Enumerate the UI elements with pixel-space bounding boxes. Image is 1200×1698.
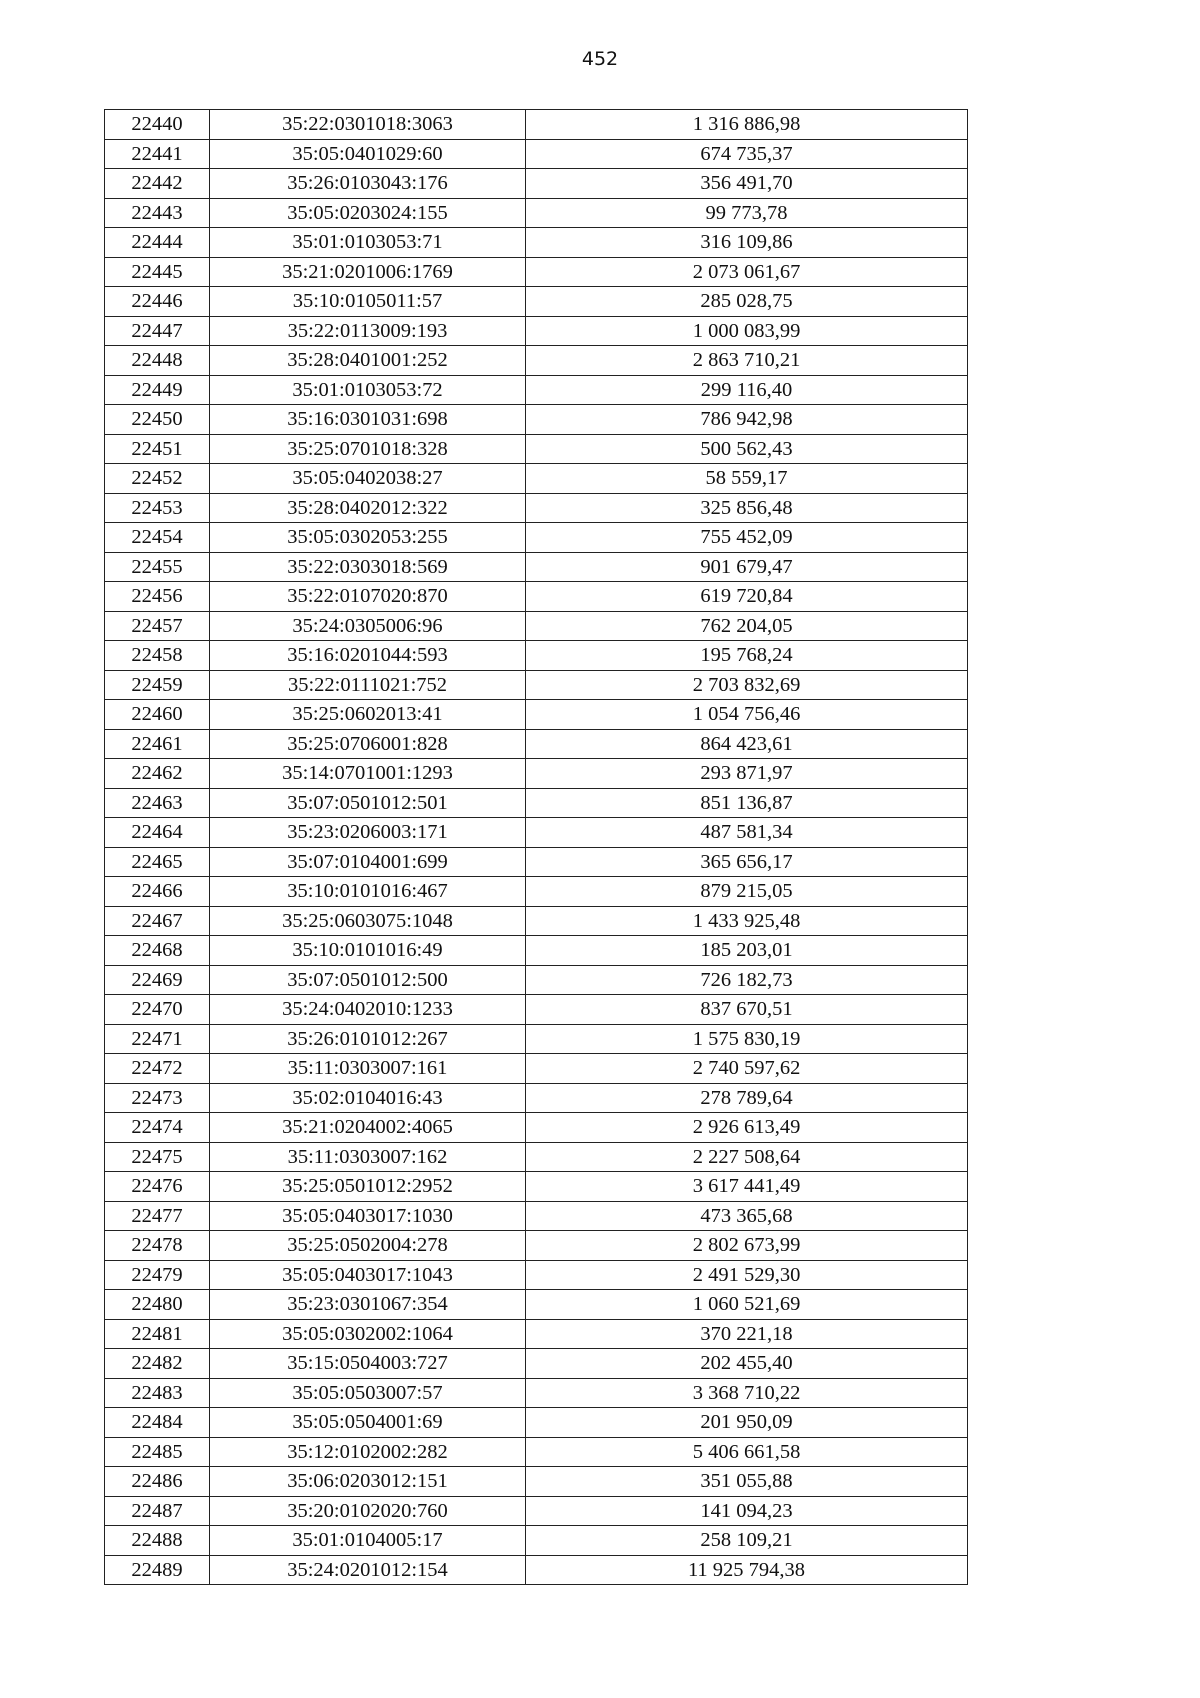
cadastral-number-cell: 35:20:0102020:760: [210, 1496, 526, 1526]
value-cell: 365 656,17: [526, 847, 968, 877]
table-row: [105, 877, 968, 907]
value-cell: 316 109,86: [526, 228, 968, 258]
row-number-cell: 22483: [105, 1378, 210, 1408]
table-row: [105, 700, 968, 730]
value-cell: 879 215,05: [526, 877, 968, 907]
row-number-cell: 22455: [105, 552, 210, 582]
row-number-cell: 22469: [105, 965, 210, 995]
row-number-cell: 22485: [105, 1437, 210, 1467]
cadastral-number-cell: 35:26:0103043:176: [210, 169, 526, 199]
value-cell: 726 182,73: [526, 965, 968, 995]
row-number-cell: 22478: [105, 1231, 210, 1261]
table-row: [105, 847, 968, 877]
cadastral-number-cell: 35:05:0401029:60: [210, 139, 526, 169]
value-cell: 293 871,97: [526, 759, 968, 789]
table-row: [105, 493, 968, 523]
table-row: [105, 346, 968, 376]
row-number-cell: 22472: [105, 1054, 210, 1084]
table-row: [105, 759, 968, 789]
value-cell: 901 679,47: [526, 552, 968, 582]
row-number-cell: 22440: [105, 110, 210, 140]
value-cell: 11 925 794,38: [526, 1555, 968, 1585]
table-row: [105, 995, 968, 1025]
table-row: [105, 670, 968, 700]
value-cell: 299 116,40: [526, 375, 968, 405]
table-row: [105, 582, 968, 612]
row-number-cell: 22448: [105, 346, 210, 376]
cadastral-number-cell: 35:26:0101012:267: [210, 1024, 526, 1054]
value-cell: 1 433 925,48: [526, 906, 968, 936]
value-cell: 2 491 529,30: [526, 1260, 968, 1290]
table-row: [105, 1555, 968, 1585]
value-cell: 1 000 083,99: [526, 316, 968, 346]
value-cell: 141 094,23: [526, 1496, 968, 1526]
cadastral-number-cell: 35:07:0501012:500: [210, 965, 526, 995]
cadastral-number-cell: 35:10:0101016:49: [210, 936, 526, 966]
value-cell: 2 073 061,67: [526, 257, 968, 287]
value-cell: 325 856,48: [526, 493, 968, 523]
table-row: [105, 818, 968, 848]
row-number-cell: 22479: [105, 1260, 210, 1290]
cadastral-number-cell: 35:24:0402010:1233: [210, 995, 526, 1025]
cadastral-number-cell: 35:28:0401001:252: [210, 346, 526, 376]
value-cell: 2 926 613,49: [526, 1113, 968, 1143]
row-number-cell: 22451: [105, 434, 210, 464]
table-row: [105, 375, 968, 405]
table-row: [105, 523, 968, 553]
table-row: [105, 169, 968, 199]
row-number-cell: 22441: [105, 139, 210, 169]
cadastral-number-cell: 35:01:0103053:72: [210, 375, 526, 405]
cadastral-number-cell: 35:22:0301018:3063: [210, 110, 526, 140]
row-number-cell: 22488: [105, 1526, 210, 1556]
row-number-cell: 22459: [105, 670, 210, 700]
table-row: [105, 198, 968, 228]
table-row: [105, 788, 968, 818]
cadastral-number-cell: 35:12:0102002:282: [210, 1437, 526, 1467]
cadastral-number-cell: 35:25:0603075:1048: [210, 906, 526, 936]
table-row: [105, 464, 968, 494]
row-number-cell: 22463: [105, 788, 210, 818]
table-row: [105, 316, 968, 346]
value-cell: 762 204,05: [526, 611, 968, 641]
row-number-cell: 22477: [105, 1201, 210, 1231]
row-number-cell: 22461: [105, 729, 210, 759]
row-number-cell: 22450: [105, 405, 210, 435]
value-cell: 2 703 832,69: [526, 670, 968, 700]
row-number-cell: 22482: [105, 1349, 210, 1379]
value-cell: 1 316 886,98: [526, 110, 968, 140]
value-cell: 370 221,18: [526, 1319, 968, 1349]
value-cell: 2 863 710,21: [526, 346, 968, 376]
table-row: [105, 1319, 968, 1349]
cadastral-number-cell: 35:05:0503007:57: [210, 1378, 526, 1408]
cadastral-number-cell: 35:10:0101016:467: [210, 877, 526, 907]
value-cell: 1 060 521,69: [526, 1290, 968, 1320]
cadastral-number-cell: 35:25:0602013:41: [210, 700, 526, 730]
row-number-cell: 22480: [105, 1290, 210, 1320]
row-number-cell: 22475: [105, 1142, 210, 1172]
table-row: [105, 287, 968, 317]
cadastral-number-cell: 35:11:0303007:161: [210, 1054, 526, 1084]
cadastral-number-cell: 35:24:0201012:154: [210, 1555, 526, 1585]
row-number-cell: 22489: [105, 1555, 210, 1585]
table-row: [105, 641, 968, 671]
value-cell: 258 109,21: [526, 1526, 968, 1556]
table-row: [105, 110, 968, 140]
row-number-cell: 22465: [105, 847, 210, 877]
cadastral-number-cell: 35:25:0706001:828: [210, 729, 526, 759]
row-number-cell: 22442: [105, 169, 210, 199]
cadastral-number-cell: 35:25:0701018:328: [210, 434, 526, 464]
table-row: [105, 552, 968, 582]
row-number-cell: 22466: [105, 877, 210, 907]
table-row: [105, 1054, 968, 1084]
value-cell: 2 802 673,99: [526, 1231, 968, 1261]
table-row: [105, 1437, 968, 1467]
value-cell: 2 227 508,64: [526, 1142, 968, 1172]
table-row: [105, 1113, 968, 1143]
value-cell: 99 773,78: [526, 198, 968, 228]
page-number: 452: [581, 48, 619, 70]
cadastral-number-cell: 35:11:0303007:162: [210, 1142, 526, 1172]
row-number-cell: 22484: [105, 1408, 210, 1438]
cadastral-number-cell: 35:23:0301067:354: [210, 1290, 526, 1320]
cadastral-number-cell: 35:05:0402038:27: [210, 464, 526, 494]
row-number-cell: 22454: [105, 523, 210, 553]
cadastral-number-cell: 35:05:0403017:1030: [210, 1201, 526, 1231]
value-cell: 473 365,68: [526, 1201, 968, 1231]
table-row: [105, 1172, 968, 1202]
cadastral-number-cell: 35:21:0204002:4065: [210, 1113, 526, 1143]
cadastral-value-table: [104, 109, 968, 1585]
value-cell: 864 423,61: [526, 729, 968, 759]
value-cell: 202 455,40: [526, 1349, 968, 1379]
value-cell: 1 054 756,46: [526, 700, 968, 730]
row-number-cell: 22476: [105, 1172, 210, 1202]
cadastral-number-cell: 35:15:0504003:727: [210, 1349, 526, 1379]
value-cell: 837 670,51: [526, 995, 968, 1025]
table-row: [105, 1260, 968, 1290]
cadastral-number-cell: 35:23:0206003:171: [210, 818, 526, 848]
row-number-cell: 22458: [105, 641, 210, 671]
row-number-cell: 22445: [105, 257, 210, 287]
cadastral-number-cell: 35:25:0502004:278: [210, 1231, 526, 1261]
table-row: [105, 257, 968, 287]
cadastral-number-cell: 35:25:0501012:2952: [210, 1172, 526, 1202]
value-cell: 3 368 710,22: [526, 1378, 968, 1408]
value-cell: 195 768,24: [526, 641, 968, 671]
value-cell: 356 491,70: [526, 169, 968, 199]
value-cell: 619 720,84: [526, 582, 968, 612]
table-row: [105, 1496, 968, 1526]
value-cell: 500 562,43: [526, 434, 968, 464]
cadastral-number-cell: 35:02:0104016:43: [210, 1083, 526, 1113]
cadastral-number-cell: 35:07:0501012:501: [210, 788, 526, 818]
cadastral-number-cell: 35:05:0302053:255: [210, 523, 526, 553]
cadastral-number-cell: 35:07:0104001:699: [210, 847, 526, 877]
table-row: [105, 1378, 968, 1408]
table-row: [105, 405, 968, 435]
value-cell: 278 789,64: [526, 1083, 968, 1113]
row-number-cell: 22452: [105, 464, 210, 494]
table-row: [105, 1201, 968, 1231]
table-row: [105, 1349, 968, 1379]
cadastral-number-cell: 35:16:0201044:593: [210, 641, 526, 671]
value-cell: 285 028,75: [526, 287, 968, 317]
cadastral-number-cell: 35:21:0201006:1769: [210, 257, 526, 287]
row-number-cell: 22447: [105, 316, 210, 346]
cadastral-number-cell: 35:06:0203012:151: [210, 1467, 526, 1497]
value-cell: 5 406 661,58: [526, 1437, 968, 1467]
table-row: [105, 965, 968, 995]
value-cell: 851 136,87: [526, 788, 968, 818]
row-number-cell: 22471: [105, 1024, 210, 1054]
value-cell: 674 735,37: [526, 139, 968, 169]
cadastral-number-cell: 35:22:0111021:752: [210, 670, 526, 700]
row-number-cell: 22481: [105, 1319, 210, 1349]
value-cell: 1 575 830,19: [526, 1024, 968, 1054]
row-number-cell: 22446: [105, 287, 210, 317]
cadastral-number-cell: 35:05:0302002:1064: [210, 1319, 526, 1349]
table-row: [105, 1467, 968, 1497]
value-cell: 201 950,09: [526, 1408, 968, 1438]
value-cell: 487 581,34: [526, 818, 968, 848]
row-number-cell: 22460: [105, 700, 210, 730]
table-row: [105, 1408, 968, 1438]
table-row: [105, 611, 968, 641]
row-number-cell: 22467: [105, 906, 210, 936]
table-row: [105, 434, 968, 464]
table-row: [105, 228, 968, 258]
cadastral-number-cell: 35:05:0403017:1043: [210, 1260, 526, 1290]
cadastral-number-cell: 35:28:0402012:322: [210, 493, 526, 523]
value-cell: 3 617 441,49: [526, 1172, 968, 1202]
row-number-cell: 22468: [105, 936, 210, 966]
table-row: [105, 729, 968, 759]
cadastral-number-cell: 35:22:0113009:193: [210, 316, 526, 346]
row-number-cell: 22449: [105, 375, 210, 405]
cadastral-number-cell: 35:24:0305006:96: [210, 611, 526, 641]
table-row: [105, 1142, 968, 1172]
table-row: [105, 1024, 968, 1054]
cadastral-number-cell: 35:05:0203024:155: [210, 198, 526, 228]
cadastral-number-cell: 35:14:0701001:1293: [210, 759, 526, 789]
row-number-cell: 22443: [105, 198, 210, 228]
value-cell: 351 055,88: [526, 1467, 968, 1497]
row-number-cell: 22462: [105, 759, 210, 789]
value-cell: 185 203,01: [526, 936, 968, 966]
value-cell: 58 559,17: [526, 464, 968, 494]
table-row: [105, 1526, 968, 1556]
cadastral-number-cell: 35:01:0104005:17: [210, 1526, 526, 1556]
row-number-cell: 22470: [105, 995, 210, 1025]
cadastral-number-cell: 35:22:0303018:569: [210, 552, 526, 582]
value-cell: 786 942,98: [526, 405, 968, 435]
row-number-cell: 22464: [105, 818, 210, 848]
value-cell: 2 740 597,62: [526, 1054, 968, 1084]
row-number-cell: 22444: [105, 228, 210, 258]
row-number-cell: 22453: [105, 493, 210, 523]
cadastral-number-cell: 35:01:0103053:71: [210, 228, 526, 258]
row-number-cell: 22486: [105, 1467, 210, 1497]
table-row: [105, 1083, 968, 1113]
table-row: [105, 1231, 968, 1261]
row-number-cell: 22456: [105, 582, 210, 612]
row-number-cell: 22487: [105, 1496, 210, 1526]
table-body: [105, 110, 968, 1585]
table-row: [105, 139, 968, 169]
table-row: [105, 906, 968, 936]
cadastral-number-cell: 35:22:0107020:870: [210, 582, 526, 612]
value-cell: 755 452,09: [526, 523, 968, 553]
cadastral-number-cell: 35:05:0504001:69: [210, 1408, 526, 1438]
table-row: [105, 936, 968, 966]
row-number-cell: 22474: [105, 1113, 210, 1143]
table-row: [105, 1290, 968, 1320]
cadastral-number-cell: 35:10:0105011:57: [210, 287, 526, 317]
row-number-cell: 22457: [105, 611, 210, 641]
row-number-cell: 22473: [105, 1083, 210, 1113]
cadastral-number-cell: 35:16:0301031:698: [210, 405, 526, 435]
